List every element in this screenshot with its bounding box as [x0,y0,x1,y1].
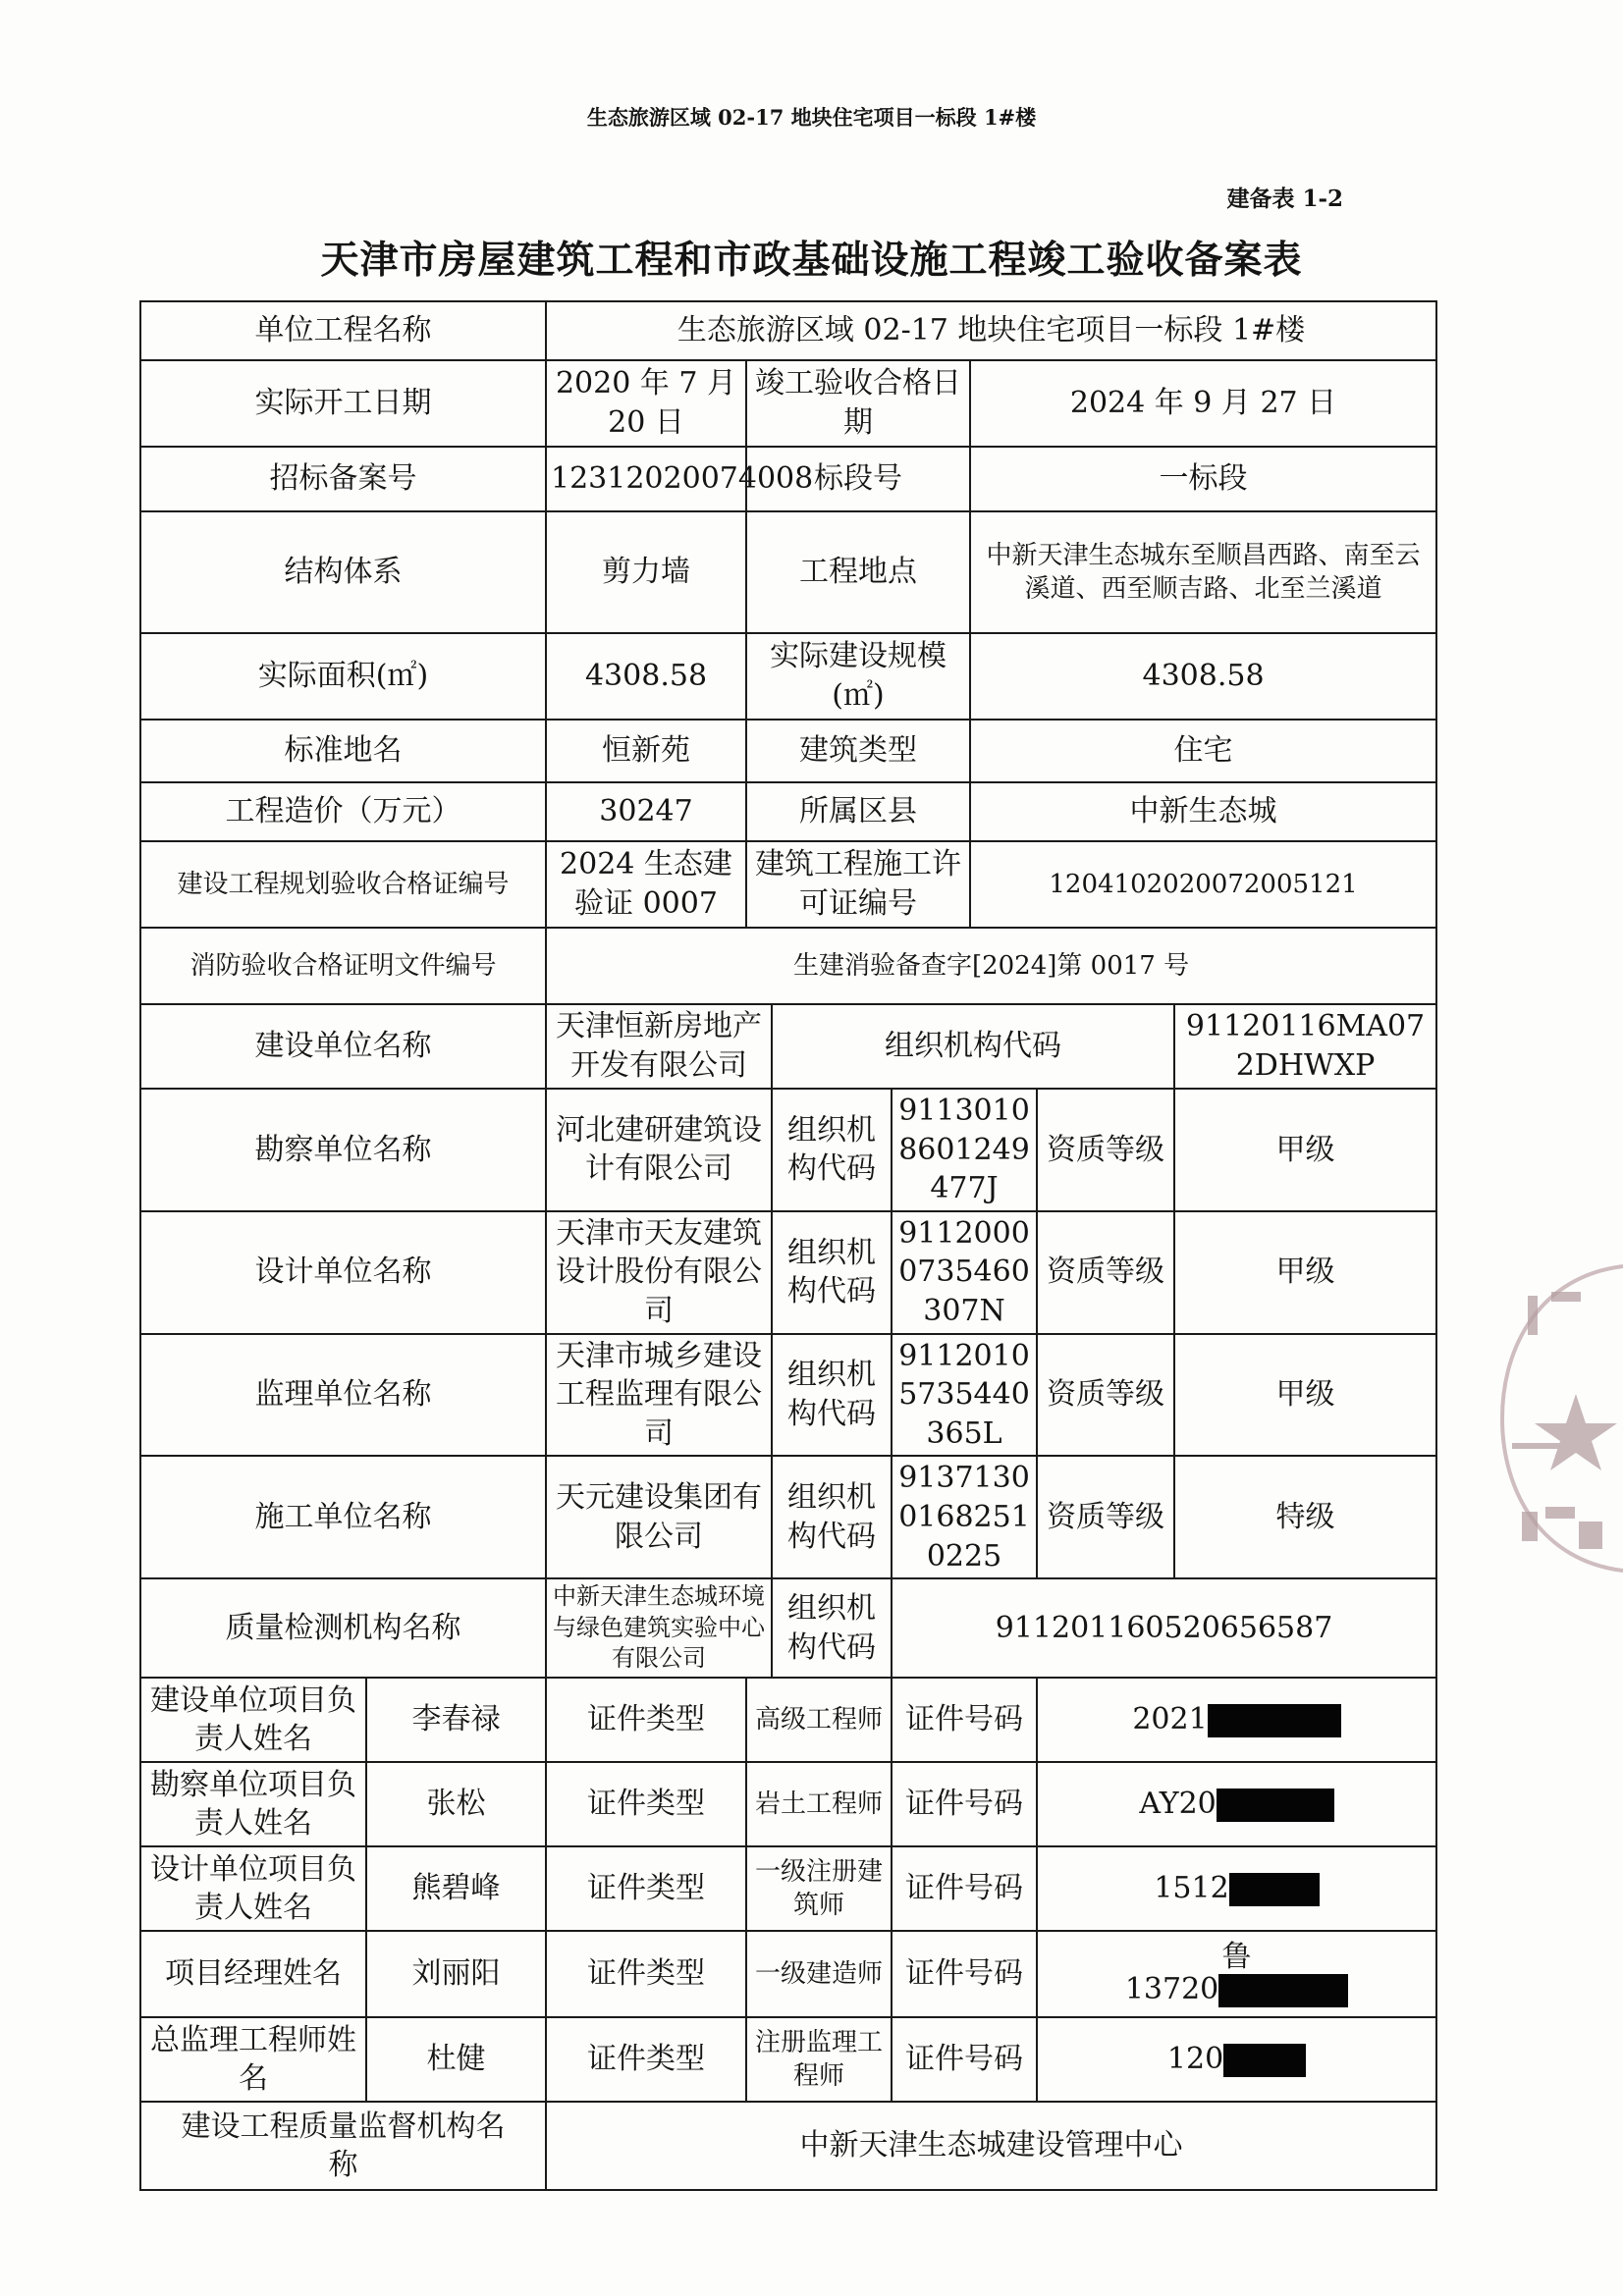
builder-lead-cert-no: 2021 [1132,1702,1208,1737]
construct-unit-label: 施工单位名称 [140,1456,546,1578]
redaction-bar [1217,1789,1334,1822]
pm-cert-type: 一级建造师 [746,1931,892,2017]
builder-unit-name: 天津恒新房地产开发有限公司 [546,1004,772,1089]
structure-label: 结构体系 [140,511,546,633]
construct-unit-name: 天元建设集团有限公司 [546,1456,772,1578]
construct-grade: 特级 [1174,1456,1436,1578]
filing-form-table [139,300,1437,2191]
survey-lead-cert-no-label: 证件号码 [892,1762,1037,1846]
survey-grade: 甲级 [1174,1089,1436,1211]
redaction-bar [1223,2044,1306,2077]
design-lead-cert-type-label: 证件类型 [546,1846,746,1931]
supervise-grade-label: 资质等级 [1037,1334,1174,1457]
survey-lead-cert-type: 岩土工程师 [746,1762,892,1846]
builder-lead-cert-no-label: 证件号码 [892,1678,1037,1762]
area-label: 实际面积(㎡) [140,633,546,720]
unit-name-label: 单位工程名称 [140,301,546,360]
pm-cert-no: 13720 [1124,1972,1219,2007]
permit-value: 120410202007200512​1 [970,841,1436,928]
survey-lead-name: 张松 [366,1762,546,1846]
chief-supervisor-cert-no: 120 [1166,2042,1224,2077]
redaction-bar [1208,1704,1341,1737]
permit-label: 建筑工程施工许可证编号 [746,841,970,928]
unit-name-value: 生态旅游区域 02-17 地块住宅项目一标段 1#楼 [546,301,1436,360]
place-name-value: 恒新苑 [546,720,746,782]
scale-value: 4308.58 [970,633,1436,720]
design-org-code: 91120000735460307N [892,1211,1037,1334]
district-label: 所属区县 [746,782,970,841]
section-label: 标段号 [746,447,970,511]
quality-agency-value: 中新天津生态城建设管理中心 [546,2102,1436,2190]
bid-no-label: 招标备案号 [140,447,546,511]
builder-lead-label: 建设单位项目负责人姓名 [140,1678,366,1762]
pm-label: 项目经理姓名 [140,1931,366,2017]
chief-supervisor-name: 杜健 [366,2017,546,2102]
survey-lead-cert-no-cell [1037,1762,1436,1846]
design-lead-label: 设计单位项目负责人姓名 [140,1846,366,1931]
accept-date-label: 竣工验收合格日期 [746,360,970,447]
structure-value: 剪力墙 [546,511,746,633]
builder-org-code: 91120116MA072DHWXP [1174,1004,1436,1089]
chief-supervisor-cert-no-label: 证件号码 [892,2017,1037,2102]
section-value: 一标段 [970,447,1436,511]
planning-cert-label: 建设工程规划验收合格证编号 [140,841,546,928]
survey-lead-cert-no: AY20 [1139,1787,1217,1822]
building-type-label: 建筑类型 [746,720,970,782]
cost-label: 工程造价（万元） [140,782,546,841]
fire-cert-label: 消防验收合格证明文件编号 [140,928,546,1004]
redaction-bar [1229,1873,1320,1906]
construct-org-code: 913713001682510225 [892,1456,1037,1578]
scale-label: 实际建设规模(㎡) [746,633,970,720]
testing-org-code: 91120116052065658​7 [892,1578,1436,1678]
planning-cert-value: 2024 生态建验证 0007 [546,841,746,928]
chief-supervisor-label: 总监理工程师姓名 [140,2017,366,2102]
design-lead-name: 熊碧峰 [366,1846,546,1931]
location-label: 工程地点 [746,511,970,633]
survey-unit-name: 河北建研建筑设计有限公司 [546,1089,772,1211]
area-value: 4308.58 [546,633,746,720]
survey-org-code-label: 组织机构代码 [772,1089,892,1211]
supervise-org-code-label: 组织机构代码 [772,1334,892,1457]
testing-agency-name: 中新天津生态城环境与绿色建筑实验中心有限公司 [546,1578,772,1678]
construct-org-code-label: 组织机构代码 [772,1456,892,1578]
survey-lead-label: 勘察单位项目负责人姓名 [140,1762,366,1846]
construct-grade-label: 资质等级 [1037,1456,1174,1578]
builder-lead-cert-type: 高级工程师 [746,1678,892,1762]
supervise-unit-label: 监理单位名称 [140,1334,546,1457]
chief-supervisor-cert-type-label: 证件类型 [546,2017,746,2102]
builder-lead-cert-type-label: 证件类型 [546,1678,746,1762]
pm-cert-no-label: 证件号码 [892,1931,1037,2017]
pm-cert-no-prefix: 鲁 [1221,1940,1252,1975]
pm-cert-type-label: 证件类型 [546,1931,746,2017]
builder-org-code-label: 组织机构代码 [772,1004,1174,1089]
district-value: 中新生态城 [970,782,1436,841]
quality-agency-label: 建设工程质量监督机构名称 [140,2102,546,2190]
survey-unit-label: 勘察单位名称 [140,1089,546,1211]
survey-lead-cert-type-label: 证件类型 [546,1762,746,1846]
design-lead-cert-type: 一级注册建筑师 [746,1846,892,1931]
survey-grade-label: 资质等级 [1037,1089,1174,1211]
start-date-label: 实际开工日期 [140,360,546,447]
design-grade-label: 资质等级 [1037,1211,1174,1334]
bid-no-value: 12312020074008 [546,447,746,511]
design-unit-label: 设计单位名称 [140,1211,546,1334]
survey-org-code: 91130108601249477J [892,1089,1037,1211]
design-org-code-label: 组织机构代码 [772,1211,892,1334]
testing-org-code-label: 组织机构代码 [772,1578,892,1678]
official-seal-partial [1483,1256,1623,1580]
design-lead-cert-no-cell [1037,1846,1436,1931]
supervise-unit-name: 天津市城乡建设工程监理有限公司 [546,1334,772,1457]
chief-supervisor-cert-no-cell [1037,2017,1436,2102]
supervise-grade: 甲级 [1174,1334,1436,1457]
testing-agency-label: 质量检测机构名称 [140,1578,546,1678]
cost-value: 30247 [546,782,746,841]
form-code: 建备表 1-2 [1226,186,1343,212]
accept-date-value: 2024 年 9 月 27 日 [970,360,1436,447]
pm-name: 刘丽阳 [366,1931,546,2017]
fire-cert-value: 生建消验备查字[2024]第 0017 号 [546,928,1436,1004]
design-unit-name: 天津市天友建筑设计股份有限公司 [546,1211,772,1334]
start-date-value: 2020 年 7 月 20 日 [546,360,746,447]
location-value: 中新天津生态城东至顺昌西路、南至云溪道、西至顺吉路、北至兰溪道 [970,511,1436,633]
place-name-label: 标准地名 [140,720,546,782]
design-lead-cert-no: 1512 [1154,1871,1229,1906]
chief-supervisor-cert-type: 注册监理工程师 [746,2017,892,2102]
supervise-org-code: 91120105735440365L [892,1334,1037,1457]
builder-lead-cert-no-cell [1037,1678,1436,1762]
builder-unit-label: 建设单位名称 [140,1004,546,1089]
builder-lead-name: 李春禄 [366,1678,546,1762]
document-title: 天津市房屋建筑工程和市政基础设施工程竣工验收备案表 [320,238,1303,283]
design-lead-cert-no-label: 证件号码 [892,1846,1037,1931]
redaction-bar [1218,1974,1348,2007]
running-header: 生态旅游区域 02-17 地块住宅项目一标段 1#楼 [586,105,1037,130]
building-type-value: 住宅 [970,720,1436,782]
pm-cert-no-cell [1037,1931,1436,2017]
design-grade: 甲级 [1174,1211,1436,1334]
